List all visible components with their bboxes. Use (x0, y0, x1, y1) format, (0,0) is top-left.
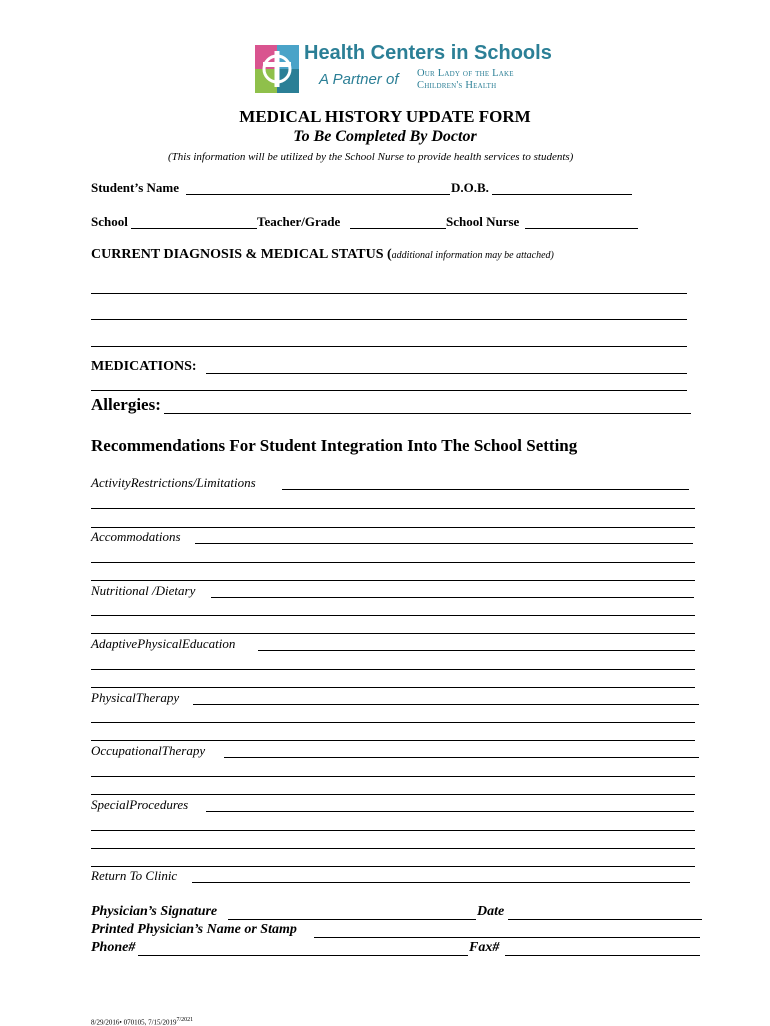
diagnosis-line[interactable] (91, 319, 687, 320)
footer-dates: 8/29/2016• 070105, 7/15/2019 (91, 1018, 177, 1026)
special-procedures-line[interactable] (91, 866, 695, 867)
accommodations-label: Accommodations (91, 529, 181, 544)
teacher-grade-label: Teacher/Grade (257, 214, 341, 229)
diagnosis-line[interactable] (91, 293, 687, 294)
medications-field[interactable] (206, 373, 687, 374)
recommendations-heading: Recommendations For Student Integration Into The School Setting (91, 436, 578, 455)
special-procedures-label: SpecialProcedures (91, 797, 189, 812)
dob-label: D.O.B. (451, 180, 489, 195)
physical-therapy-field[interactable] (193, 704, 699, 705)
activity-line[interactable] (91, 527, 695, 528)
logo-cross-icon (255, 45, 299, 93)
date-field[interactable] (508, 919, 702, 920)
school-nurse-field[interactable] (525, 228, 638, 229)
return-to-clinic-field[interactable] (192, 882, 690, 883)
teacher-grade-field[interactable] (350, 228, 446, 229)
accommodations-line[interactable] (91, 562, 695, 563)
allergies-field[interactable] (164, 413, 691, 414)
phone-label: Phone# (91, 940, 136, 955)
dob-field[interactable] (492, 194, 632, 195)
physician-signature-label: Physician’s Signature (91, 904, 218, 919)
medications-label: MEDICATIONS: (91, 359, 197, 374)
medications-line[interactable] (91, 390, 687, 391)
school-label: School (91, 214, 128, 229)
student-name-field[interactable] (186, 194, 450, 195)
nutritional-line[interactable] (91, 615, 695, 616)
form-subtitle: To Be Completed By Doctor (293, 128, 477, 145)
phone-field[interactable] (138, 955, 468, 956)
physical-therapy-line[interactable] (91, 740, 695, 741)
diagnosis-heading (91, 247, 554, 263)
footer-sup: 7/2021 (176, 1017, 194, 1023)
school-nurse-label: School Nurse (446, 214, 520, 229)
accommodations-field[interactable] (195, 543, 693, 544)
fax-label: Fax# (469, 940, 500, 955)
logo-org-line1: Our Lady of the Lake (417, 68, 514, 79)
activity-field[interactable] (282, 489, 689, 490)
adaptive-pe-field[interactable] (258, 650, 695, 651)
logo-org-line2: Children's Health (417, 80, 497, 91)
special-procedures-line[interactable] (91, 830, 695, 831)
return-to-clinic-label: Return To Clinic (91, 868, 178, 883)
adaptive-pe-line[interactable] (91, 687, 695, 688)
occupational-therapy-line[interactable] (91, 776, 695, 777)
adaptive-pe-label: AdaptivePhysicalEducation (91, 636, 236, 651)
logo-partner-text: A Partner of (319, 71, 399, 88)
footer-revision (91, 1017, 193, 1026)
nutritional-field[interactable] (211, 597, 694, 598)
student-name-label: Student’s Name (91, 180, 179, 195)
physical-therapy-line[interactable] (91, 722, 695, 723)
fax-field[interactable] (505, 955, 700, 956)
activity-label: ActivityRestrictions/Limitations (91, 475, 256, 490)
diagnosis-note: additional information may be attached) (391, 250, 554, 261)
logo-org-name (417, 68, 514, 92)
form-title: MEDICAL HISTORY UPDATE FORM (239, 107, 531, 126)
logo-title: Health Centers in Schools (304, 42, 552, 64)
special-procedures-line[interactable] (91, 848, 695, 849)
occupational-therapy-label: OccupationalTherapy (91, 743, 206, 758)
school-field[interactable] (131, 228, 257, 229)
date-label: Date (477, 904, 505, 919)
nutritional-label: Nutritional /Dietary (91, 583, 196, 598)
allergies-label: Allergies: (91, 395, 161, 414)
diagnosis-heading-text: CURRENT DIAGNOSIS & MEDICAL STATUS ( (91, 247, 392, 262)
printed-name-field[interactable] (314, 937, 700, 938)
adaptive-pe-line[interactable] (91, 669, 695, 670)
nutritional-line[interactable] (91, 633, 695, 634)
accommodations-line[interactable] (91, 580, 695, 581)
occupational-therapy-line[interactable] (91, 794, 695, 795)
occupational-therapy-field[interactable] (224, 757, 699, 758)
physician-signature-field[interactable] (228, 919, 476, 920)
special-procedures-field[interactable] (206, 811, 694, 812)
printed-name-label: Printed Physician’s Name or Stamp (91, 922, 297, 937)
activity-line[interactable] (91, 508, 695, 509)
form-note: (This information will be utilized by the School Nurse to provide health services to students) (168, 151, 574, 163)
diagnosis-line[interactable] (91, 346, 687, 347)
physical-therapy-label: PhysicalTherapy (91, 690, 180, 705)
